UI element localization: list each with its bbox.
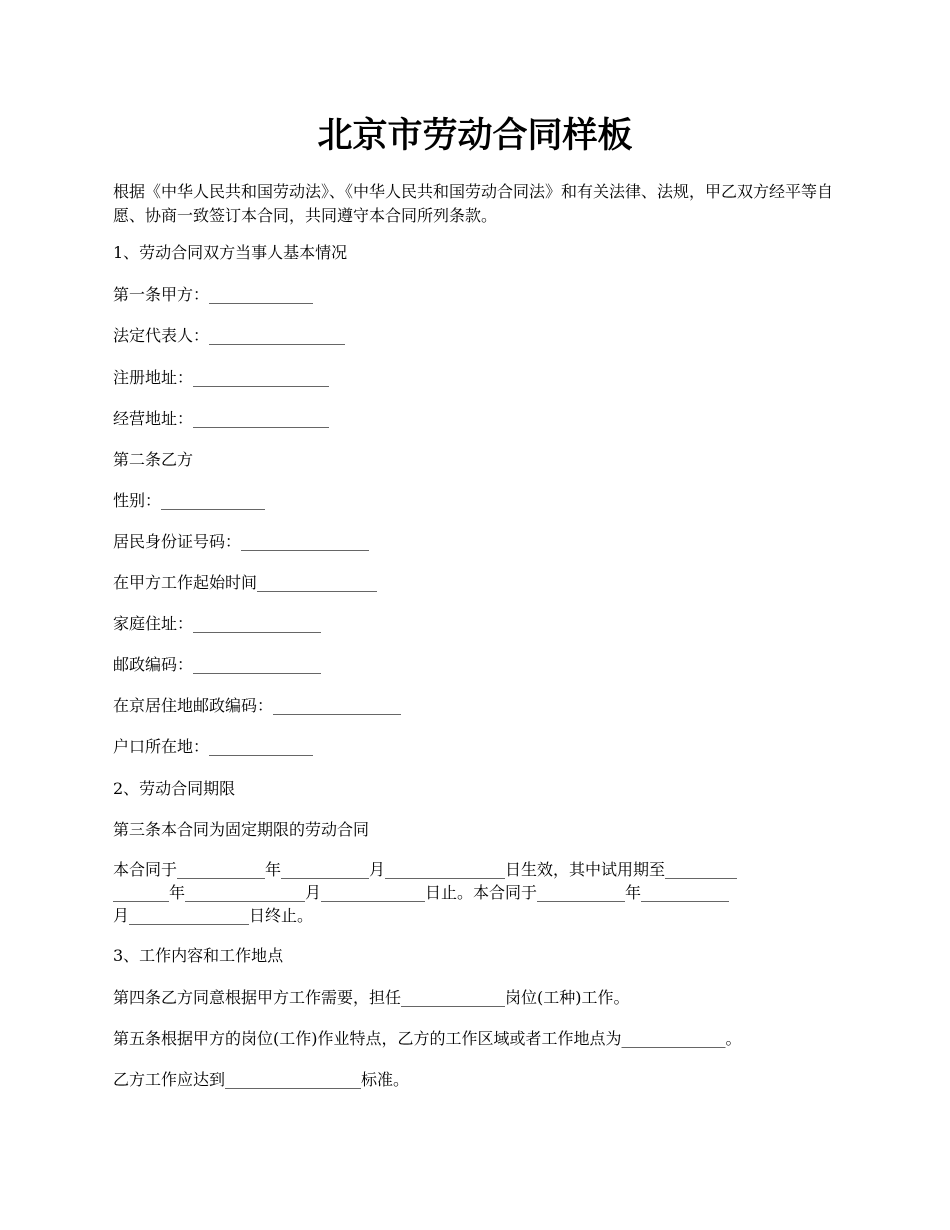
section-2-heading: 2、劳动合同期限	[113, 779, 236, 798]
party-a-field: 第一条甲方：_____________	[113, 285, 314, 304]
postcode-field: 邮政编码：________________	[113, 655, 322, 674]
document-title: 北京市劳动合同样板	[317, 115, 633, 156]
reg-address-field: 注册地址：_________________	[113, 368, 330, 387]
section-1-heading: 1、劳动合同双方当事人基本情况	[113, 243, 348, 262]
article-4: 第四条乙方同意根据甲方工作需要，担任_____________岗位(工种)工作。	[113, 988, 630, 1007]
work-standard: 乙方工作应达到_________________标准。	[113, 1070, 410, 1089]
term-line-2: _______年_______________月_____________日止。本合同于___________年___________	[113, 883, 730, 902]
term-line-1: 本合同于___________年___________月_______________日生效，其中试用期至_________	[113, 860, 738, 879]
hukou-field: 户口所在地：_____________	[113, 737, 314, 756]
home-address-field: 家庭住址：________________	[113, 614, 322, 633]
start-time-field: 在甲方工作起始时间_______________	[113, 573, 378, 592]
term-line-3: 月_______________日终止。	[113, 906, 314, 925]
bj-postcode-field: 在京居住地邮政编码：________________	[113, 696, 402, 715]
gender-field: 性别：_____________	[113, 491, 266, 510]
party-b-heading: 第二条乙方	[113, 450, 194, 469]
biz-address-field: 经营地址：_________________	[113, 409, 330, 428]
id-number-field: 居民身份证号码：________________	[113, 532, 370, 551]
article-3: 第三条本合同为固定期限的劳动合同	[113, 820, 370, 839]
legal-rep-field: 法定代表人：_________________	[113, 326, 346, 345]
section-3-heading: 3、工作内容和工作地点	[113, 946, 284, 965]
article-5: 第五条根据甲方的岗位(工作)作业特点，乙方的工作区域或者工作地点为_____________。	[113, 1029, 742, 1048]
intro-paragraph: 根据《中华人民共和国劳动法》、《中华人民共和国劳动合同法》和有关法律、法规，甲乙双方经平等自愿、协商一致签订本合同，共同遵守本合同所列条款。	[113, 182, 834, 225]
